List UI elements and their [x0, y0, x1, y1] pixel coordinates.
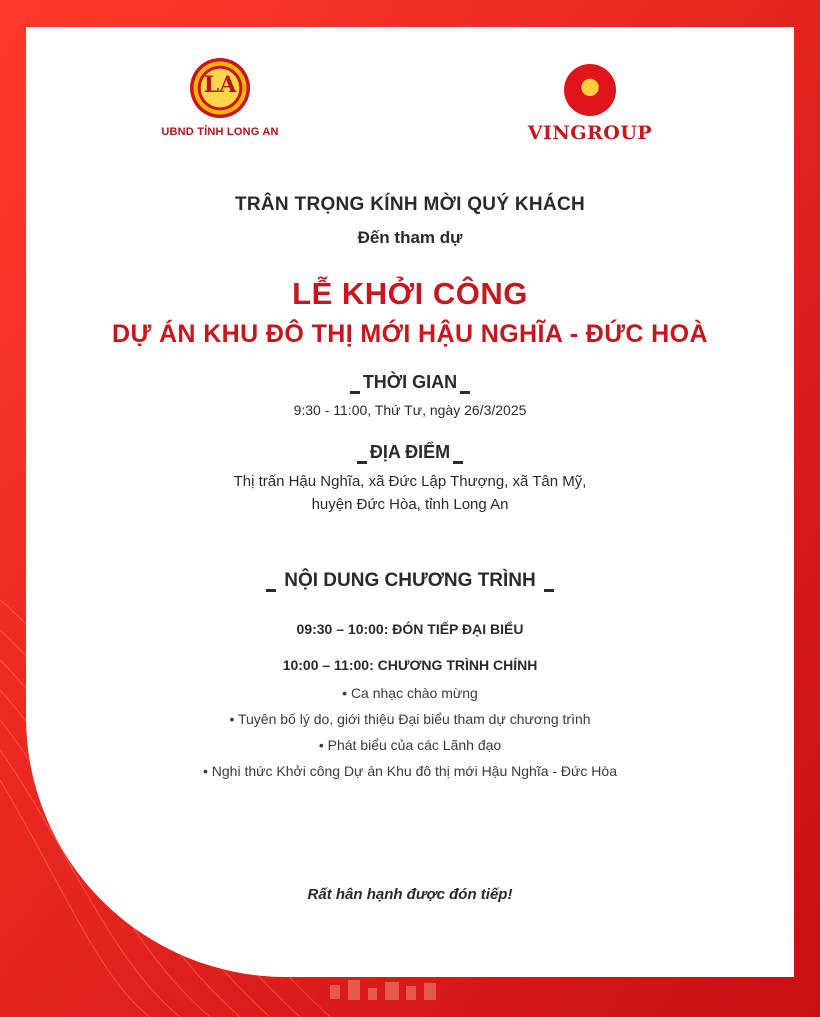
place-line-1: Thị trấn Hậu Nghĩa, xã Đức Lập Thượng, xã Tân Mỹ,	[233, 473, 587, 490]
ubnd-caption: UBND TỈNH LONG AN	[161, 126, 279, 138]
event-title: LỄ KHỞI CÔNG	[292, 276, 528, 311]
dash-icon	[453, 461, 463, 464]
invite-line: TRÂN TRỌNG KÍNH MỜI QUÝ KHÁCH	[234, 194, 585, 215]
program-item-2: 10:00 – 11:00: CHƯƠNG TRÌNH CHÍNH	[282, 657, 538, 673]
dash-icon	[350, 391, 360, 394]
time-heading-label: THỜI GIAN	[362, 372, 458, 392]
closing-line: Rất hân hạnh được đón tiếp!	[307, 886, 513, 903]
program-bullet: • Tuyên bố lý do, giới thiệu Đại biểu tham dự chương trình	[229, 711, 591, 727]
dash-icon	[460, 391, 470, 394]
ubnd-long-an-logo	[160, 58, 280, 138]
program-item-1: 09:30 – 10:00: ĐÓN TIẾP ĐẠI BIỂU	[296, 621, 524, 637]
dash-icon	[544, 589, 554, 592]
dash-icon	[266, 589, 276, 592]
vingroup-bird-emblem-icon	[564, 64, 616, 116]
provincial-seal-icon	[190, 58, 250, 118]
program-heading	[0, 570, 820, 592]
time-value: 9:30 - 11:00, Thứ Tư, ngày 26/3/2025	[293, 402, 527, 418]
project-title: DỰ ÁN KHU ĐÔ THỊ MỚI HẬU NGHĨA - ĐỨC HOÀ	[112, 320, 708, 348]
seal-mark: LA	[203, 72, 237, 98]
time-heading	[0, 372, 820, 394]
program-heading-label: NỘI DUNG CHƯƠNG TRÌNH	[284, 570, 536, 591]
place-line-2: huyện Đức Hòa, tỉnh Long An	[311, 496, 509, 513]
program-bullet: • Ca nhạc chào mừng	[342, 685, 478, 701]
attend-line: Đến tham dự	[357, 228, 463, 247]
vingroup-wordmark: VINGROUP	[527, 122, 653, 144]
vingroup-logo	[520, 64, 660, 144]
place-heading	[0, 442, 820, 464]
program-bullet: • Nghi thức Khởi công Dự án Khu đô thị mới Hậu Nghĩa - Đức Hòa	[202, 763, 617, 779]
place-heading-label: ĐỊA ĐIỂM	[369, 442, 451, 462]
program-bullet: • Phát biểu của các Lãnh đạo	[318, 737, 502, 753]
dash-icon	[357, 461, 367, 464]
